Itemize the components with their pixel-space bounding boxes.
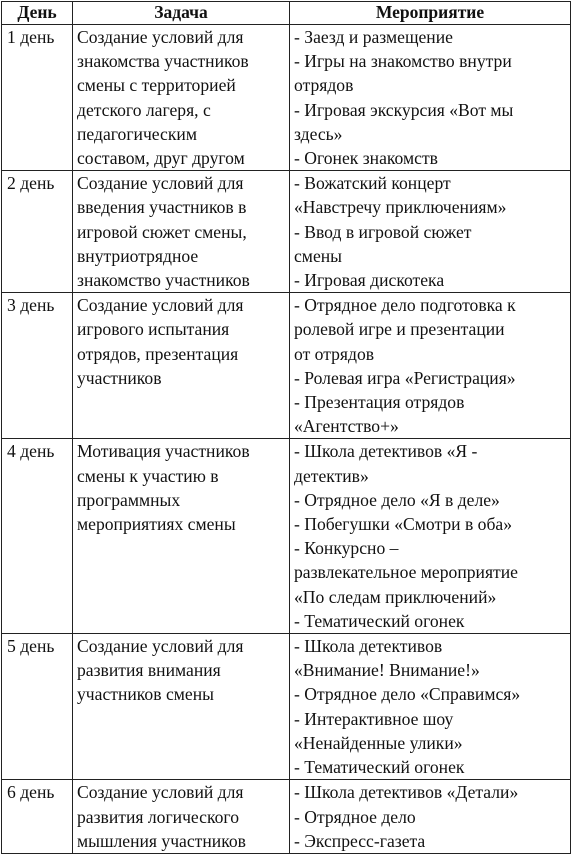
event-item: - Заезд и размещение	[294, 27, 453, 47]
table-row	[2, 171, 571, 293]
event-item: - Отрядное дело подготовка к ролевой игре и презентации от отрядов	[294, 295, 516, 364]
table-row	[2, 25, 571, 171]
header-task: Задача	[73, 2, 290, 25]
day-label: 1 день	[7, 27, 55, 47]
event-item: - Вожатский концерт «Навстречу приключениям»	[294, 173, 507, 218]
header-day: День	[2, 2, 73, 25]
task-text: Создание условий для развития внимания участников смены	[77, 636, 244, 705]
event-cell	[290, 634, 571, 780]
event-item: - Презентация отрядов «Агентство+»	[294, 392, 465, 437]
event-item: - Побегушки «Смотри в оба»	[294, 514, 513, 535]
event-item: - Школа детективов «Внимание! Внимание!»	[294, 636, 480, 681]
day-cell	[2, 25, 73, 171]
task-cell	[73, 634, 290, 780]
event-item: - Экспресс-газета	[294, 830, 426, 851]
task-text: Мотивация участников смены к участию в программных мероприятиях смены	[77, 441, 250, 535]
header-event: Мероприятие	[290, 2, 571, 25]
event-cell	[290, 439, 571, 634]
day-cell	[2, 780, 73, 854]
event-item: - Ввод в игровой сюжет смены	[294, 221, 472, 266]
event-list	[290, 293, 570, 438]
event-list	[290, 171, 570, 292]
task-text: Создание условий для игрового испытания отрядов, презентация участников	[77, 295, 244, 388]
event-item: - Игры на знакомство внутри отрядов	[294, 51, 512, 96]
table-body	[2, 25, 571, 854]
day-cell	[2, 171, 73, 293]
event-plan-table	[1, 1, 571, 854]
event-item: - Конкурсно – развлекательное мероприятие «По следам приключений»	[294, 538, 518, 607]
day-label: 3 день	[7, 295, 55, 316]
event-item: - Огонек знакомств	[294, 148, 438, 169]
event-cell	[290, 780, 571, 854]
task-cell	[73, 171, 290, 293]
event-item: - Тематический огонек	[294, 610, 465, 631]
event-list	[290, 439, 570, 633]
task-text: Создание условий для знакомства участников смены с территорией детского лагеря, с педагогическим составом, друг другом	[77, 27, 249, 169]
day-label: 5 день	[7, 636, 55, 657]
event-item: - Отрядное дело «Справимся»	[294, 684, 521, 705]
event-item: - Игровая дискотека	[294, 270, 445, 291]
event-item: - Отрядное дело	[294, 806, 416, 827]
day-label: 2 день	[7, 173, 55, 194]
day-label: 6 день	[7, 782, 55, 803]
day-label: 4 день	[7, 441, 55, 462]
event-list	[290, 780, 570, 853]
event-cell	[290, 293, 571, 439]
header-row	[2, 2, 571, 25]
event-cell	[290, 171, 571, 293]
table-row	[2, 780, 571, 854]
event-list	[290, 25, 570, 170]
event-item: - Школа детективов «Я - детектив»	[294, 441, 478, 486]
day-cell	[2, 634, 73, 780]
event-item: - Школа детективов «Детали»	[294, 782, 519, 803]
event-item: - Отрядное дело «Я в деле»	[294, 489, 500, 510]
day-cell	[2, 439, 73, 634]
event-item: - Интерактивное шоу «Ненайденные улики»	[294, 708, 463, 753]
event-list	[290, 634, 570, 779]
table-row	[2, 439, 571, 634]
table-row	[2, 293, 571, 439]
task-cell	[73, 293, 290, 439]
event-item: - Ролевая игра «Регистрация»	[294, 367, 516, 388]
task-text: Создание условий для развития логического мышления участников	[77, 782, 246, 851]
day-cell	[2, 293, 73, 439]
event-item: - Игровая экскурсия «Вот мы здесь»	[294, 99, 514, 144]
task-cell	[73, 439, 290, 634]
table-row	[2, 634, 571, 780]
event-item: - Тематический огонек	[294, 757, 465, 778]
task-cell	[73, 25, 290, 171]
table-header	[2, 2, 571, 25]
task-text: Создание условий для введения участников в игровой сюжет смены, внутриотрядное знакомство участников	[77, 173, 250, 291]
task-cell	[73, 780, 290, 854]
event-cell	[290, 25, 571, 171]
